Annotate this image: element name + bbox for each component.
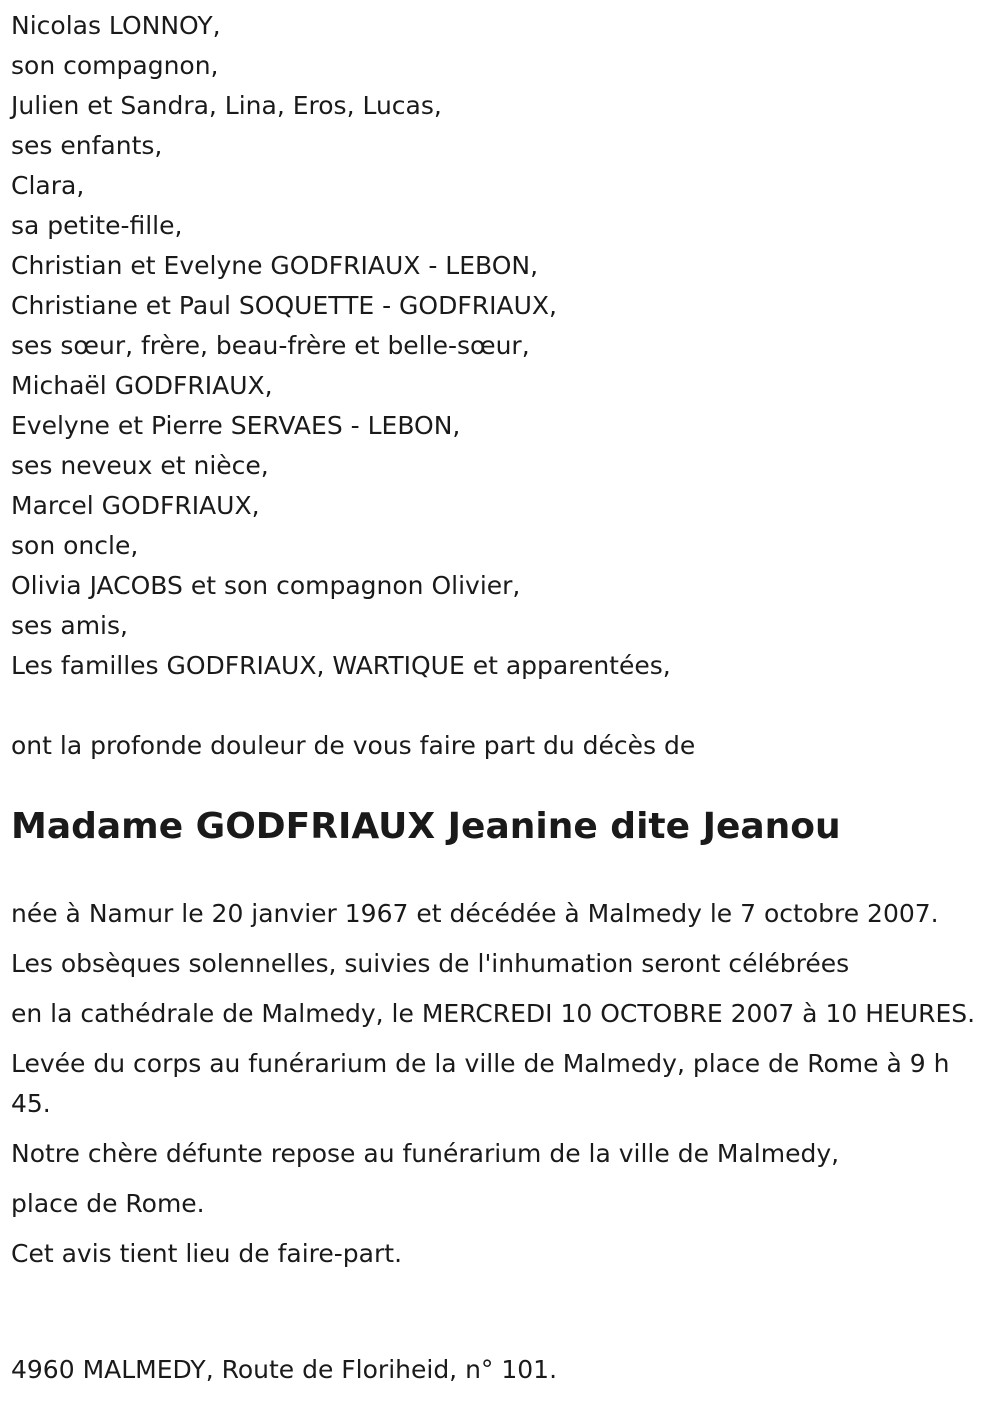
notice-statement: Cet avis tient lieu de faire-part. bbox=[11, 1239, 403, 1268]
family-line: ses enfants, bbox=[11, 131, 163, 160]
family-line: Marcel GODFRIAUX, bbox=[11, 491, 260, 520]
family-line: Clara, bbox=[11, 171, 85, 200]
family-address: 4960 MALMEDY, Route de Floriheid, n° 101. bbox=[11, 1355, 558, 1384]
funeral-location-date: en la cathédrale de Malmedy, le MERCREDI 10 OCTOBRE 2007 à 10 HEURES. bbox=[11, 999, 976, 1028]
family-line: Nicolas LONNOY, bbox=[11, 11, 221, 40]
family-line: Les familles GODFRIAUX, WARTIQUE et apparentées, bbox=[11, 651, 671, 680]
family-line: son oncle, bbox=[11, 531, 139, 560]
repose-location: Notre chère défunte repose au funérarium de la ville de Malmedy, bbox=[11, 1139, 840, 1168]
funeral-ceremony: Les obsèques solennelles, suivies de l'inhumation seront célébrées bbox=[11, 949, 850, 978]
funeral-details bbox=[11, 894, 986, 1284]
family-line: Michaël GODFRIAUX, bbox=[11, 371, 273, 400]
family-line: Christian et Evelyne GODFRIAUX - LEBON, bbox=[11, 251, 539, 280]
body-lifting-time: Levée du corps au funérarium de la ville de Malmedy, place de Rome à 9 h 45. bbox=[11, 1049, 950, 1118]
family-line: ses amis, bbox=[11, 611, 128, 640]
family-line: Julien et Sandra, Lina, Eros, Lucas, bbox=[11, 91, 442, 120]
family-line: son compagnon, bbox=[11, 51, 219, 80]
family-line: Evelyne et Pierre SERVAES - LEBON, bbox=[11, 411, 461, 440]
announcement-intro: ont la profonde douleur de vous faire part du décès de bbox=[11, 731, 696, 760]
repose-place: place de Rome. bbox=[11, 1189, 205, 1218]
deceased-name: Madame GODFRIAUX Jeanine dite Jeanou bbox=[11, 806, 841, 847]
family-line: ses neveux et nièce, bbox=[11, 451, 269, 480]
family-line: Christiane et Paul SOQUETTE - GODFRIAUX, bbox=[11, 291, 557, 320]
family-line: Olivia JACOBS et son compagnon Olivier, bbox=[11, 571, 521, 600]
birth-death-dates: née à Namur le 20 janvier 1967 et décédée à Malmedy le 7 octobre 2007. bbox=[11, 899, 939, 928]
family-line: sa petite-fille, bbox=[11, 211, 183, 240]
family-line: ses sœur, frère, beau-frère et belle-sœur, bbox=[11, 331, 530, 360]
family-list bbox=[11, 6, 991, 686]
